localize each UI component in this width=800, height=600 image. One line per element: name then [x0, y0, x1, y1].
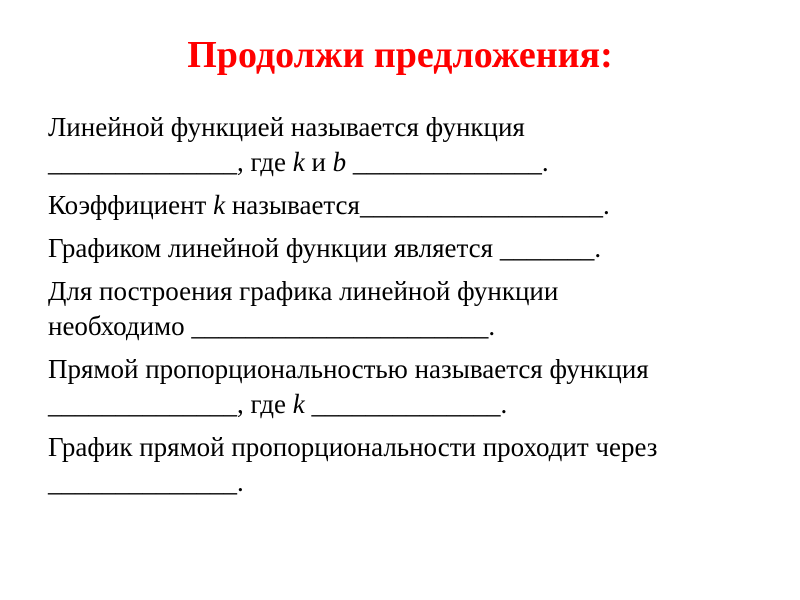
- variable-b: b: [332, 147, 347, 177]
- sentence-text: ______________.: [48, 467, 244, 497]
- sentence-text: ______________, где: [48, 147, 293, 177]
- sentence-text: Прямой пропорциональностью называется функция: [48, 354, 649, 384]
- sentence-text: Линейной функцией называется функция: [48, 112, 525, 142]
- sentence-direct-proportionality: [48, 352, 788, 422]
- sentence-proportionality-graph: [48, 430, 788, 500]
- sentence-text: Для построения графика линейной функции: [48, 276, 559, 306]
- sentence-text: необходимо ______________________.: [48, 311, 496, 341]
- sentence-text: Коэффициент: [48, 190, 214, 220]
- sentence-text: ______________, где: [48, 389, 293, 419]
- variable-k: k: [213, 190, 226, 220]
- sentence-linear-function: [48, 110, 788, 180]
- sentence-construction: [48, 274, 788, 344]
- sentence-text: ______________.: [346, 147, 549, 177]
- sentence-text: ______________.: [304, 389, 508, 419]
- sentence-graph: [48, 231, 788, 266]
- variable-k: k: [292, 389, 305, 419]
- sentence-text: называется__________________.: [225, 190, 610, 220]
- sentence-text: Графиком линейной функции является _______.: [48, 233, 602, 263]
- slide-title: Продолжи предложения:: [187, 34, 613, 76]
- variable-k: k: [292, 147, 305, 177]
- sentence-text: График прямой пропорциональности проходит через: [48, 432, 658, 462]
- sentence-list: [48, 110, 788, 508]
- sentence-text: и: [304, 147, 333, 177]
- sentence-coefficient: [48, 188, 788, 223]
